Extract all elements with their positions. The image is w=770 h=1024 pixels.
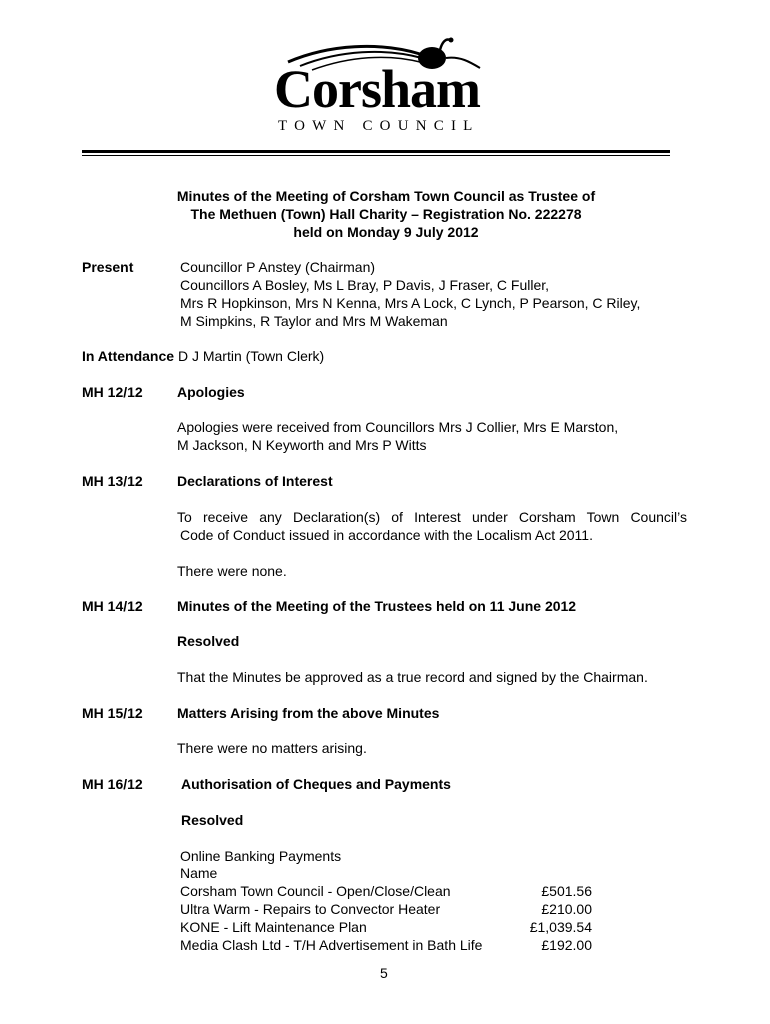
- title-line-3: held on Monday 9 July 2012: [293, 224, 479, 240]
- item-text: Apologies were received from Councillors Mrs J Collier, Mrs E Marston,: [177, 419, 619, 435]
- logo-wordmark: Corsham: [274, 59, 480, 119]
- town-council-logo: [270, 36, 502, 136]
- item-heading: Matters Arising from the above Minutes: [177, 705, 440, 721]
- item-ref: MH 15/12: [82, 705, 143, 721]
- attendance-line: [82, 348, 324, 364]
- item-ref: MH 14/12: [82, 598, 143, 614]
- present-line: Councillors A Bosley, Ms L Bray, P Davis, J Fraser, C Fuller,: [180, 277, 550, 293]
- item-text: That the Minutes be approved as a true record and signed by the Chairman.: [177, 669, 648, 685]
- item-ref: MH 16/12: [82, 776, 143, 792]
- payment-name: KONE - Lift Maintenance Plan: [180, 919, 367, 935]
- present-line: Councillor P Anstey (Chairman): [180, 259, 376, 275]
- payment-amount: £192.00: [541, 937, 592, 953]
- item-heading: Authorisation of Cheques and Payments: [181, 776, 451, 792]
- logo-subtitle: TOWN COUNCIL: [278, 118, 480, 134]
- payment-name: Corsham Town Council - Open/Close/Clean: [180, 883, 451, 899]
- present-label: Present: [82, 259, 134, 275]
- item-text: To receive any Declaration(s) of Interest under Corsham Town Council’s: [177, 509, 687, 525]
- present-line: Mrs R Hopkinson, Mrs N Kenna, Mrs A Lock, C Lynch, P Pearson, C Riley,: [180, 295, 641, 311]
- attendance-text: D J Martin (Town Clerk): [177, 348, 325, 364]
- page-number: 5: [380, 965, 388, 981]
- item-text: There were no matters arising.: [177, 740, 367, 756]
- title-line-1: Minutes of the Meeting of Corsham Town Council as Trustee of: [176, 188, 596, 204]
- payment-name: Media Clash Ltd - T/H Advertisement in Bath Life: [180, 937, 483, 953]
- item-heading: Minutes of the Meeting of the Trustees held on 11 June 2012: [177, 598, 577, 614]
- payment-amount: £501.56: [541, 883, 592, 899]
- payments-heading: Online Banking Payments: [180, 848, 342, 864]
- payment-amount: £1,039.54: [529, 919, 592, 935]
- item-text: M Jackson, N Keyworth and Mrs P Witts: [177, 437, 427, 453]
- attendance-label: In Attendance: [82, 348, 175, 364]
- item-text: Code of Conduct issued in accordance with the Localism Act 2011.: [180, 527, 593, 543]
- payments-name-label: Name: [180, 865, 218, 881]
- header-rule-thick: [82, 150, 670, 153]
- item-heading: Apologies: [177, 384, 245, 400]
- item-text: There were none.: [177, 563, 287, 579]
- title-line-2: The Methuen (Town) Hall Charity – Registration No. 222278: [190, 206, 582, 222]
- resolved-label: Resolved: [181, 812, 244, 828]
- payment-name: Ultra Warm - Repairs to Convector Heater: [180, 901, 441, 917]
- payment-amount: £210.00: [541, 901, 592, 917]
- item-ref: MH 13/12: [82, 473, 143, 489]
- resolved-label: Resolved: [177, 633, 240, 649]
- item-ref: MH 12/12: [82, 384, 143, 400]
- present-line: M Simpkins, R Taylor and Mrs M Wakeman: [180, 313, 448, 329]
- item-heading: Declarations of Interest: [177, 473, 333, 489]
- header-rule-thin: [82, 155, 670, 156]
